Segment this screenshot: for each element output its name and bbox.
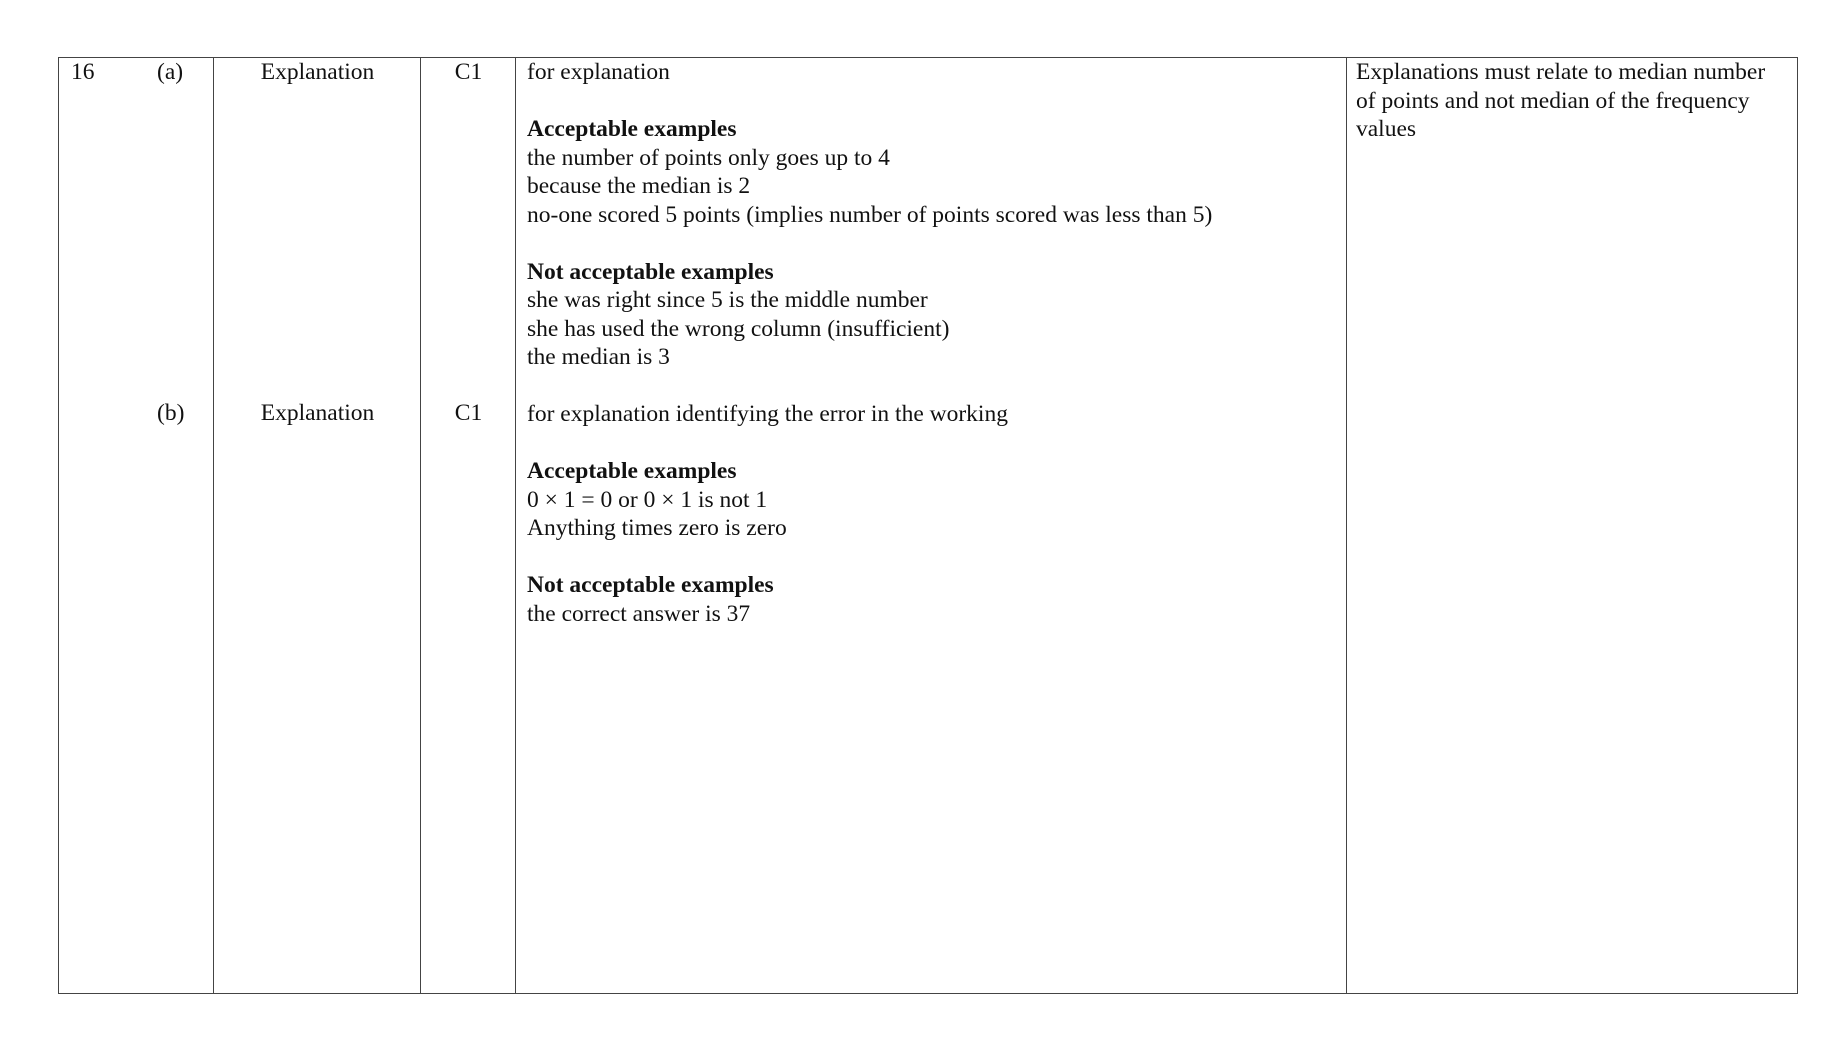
part-label-b: (b) bbox=[157, 400, 185, 426]
not-acceptable-heading-b: Not acceptable examples bbox=[527, 572, 774, 598]
not-acceptable-example-a-2: she has used the wrong column (insufficient) bbox=[527, 315, 950, 342]
not-acceptable-example-b-1: the correct answer is 37 bbox=[527, 600, 751, 627]
not-acceptable-example-a-3: the median is 3 bbox=[527, 344, 670, 370]
column-divider bbox=[213, 58, 214, 993]
acceptable-example-a-1: the number of points only goes up to 4 bbox=[527, 144, 890, 171]
criterion-a: for explanation bbox=[527, 59, 670, 85]
mark-b: C1 bbox=[454, 400, 483, 426]
criterion-b: for explanation identifying the error in the working bbox=[527, 401, 1008, 427]
additional-guidance-a: Explanations must relate to median number of points and not median of the frequency values bbox=[1356, 59, 1766, 142]
column-divider bbox=[515, 58, 516, 993]
not-acceptable-heading-a: Not acceptable examples bbox=[527, 258, 774, 285]
answer-b: Explanation bbox=[260, 400, 375, 426]
acceptable-example-a-3: no-one scored 5 points (implies number of points scored was less than 5) bbox=[527, 201, 1213, 228]
acceptable-heading-a: Acceptable examples bbox=[527, 116, 737, 142]
mark-scheme-table bbox=[58, 57, 1798, 994]
mark-a: C1 bbox=[454, 59, 483, 85]
acceptable-example-b-1: 0 × 1 = 0 or 0 × 1 is not 1 bbox=[527, 486, 768, 513]
part-label-a: (a) bbox=[157, 59, 184, 85]
acceptable-heading-b: Acceptable examples bbox=[527, 458, 737, 484]
acceptable-example-b-2: Anything times zero is zero bbox=[527, 515, 787, 541]
question-number: 16 bbox=[71, 59, 95, 85]
column-divider bbox=[420, 58, 421, 993]
acceptable-example-a-2: because the median is 2 bbox=[527, 173, 751, 199]
not-acceptable-example-a-1: she was right since 5 is the middle number bbox=[527, 287, 928, 313]
answer-a: Explanation bbox=[260, 59, 375, 85]
mark-criteria bbox=[527, 58, 1347, 628]
